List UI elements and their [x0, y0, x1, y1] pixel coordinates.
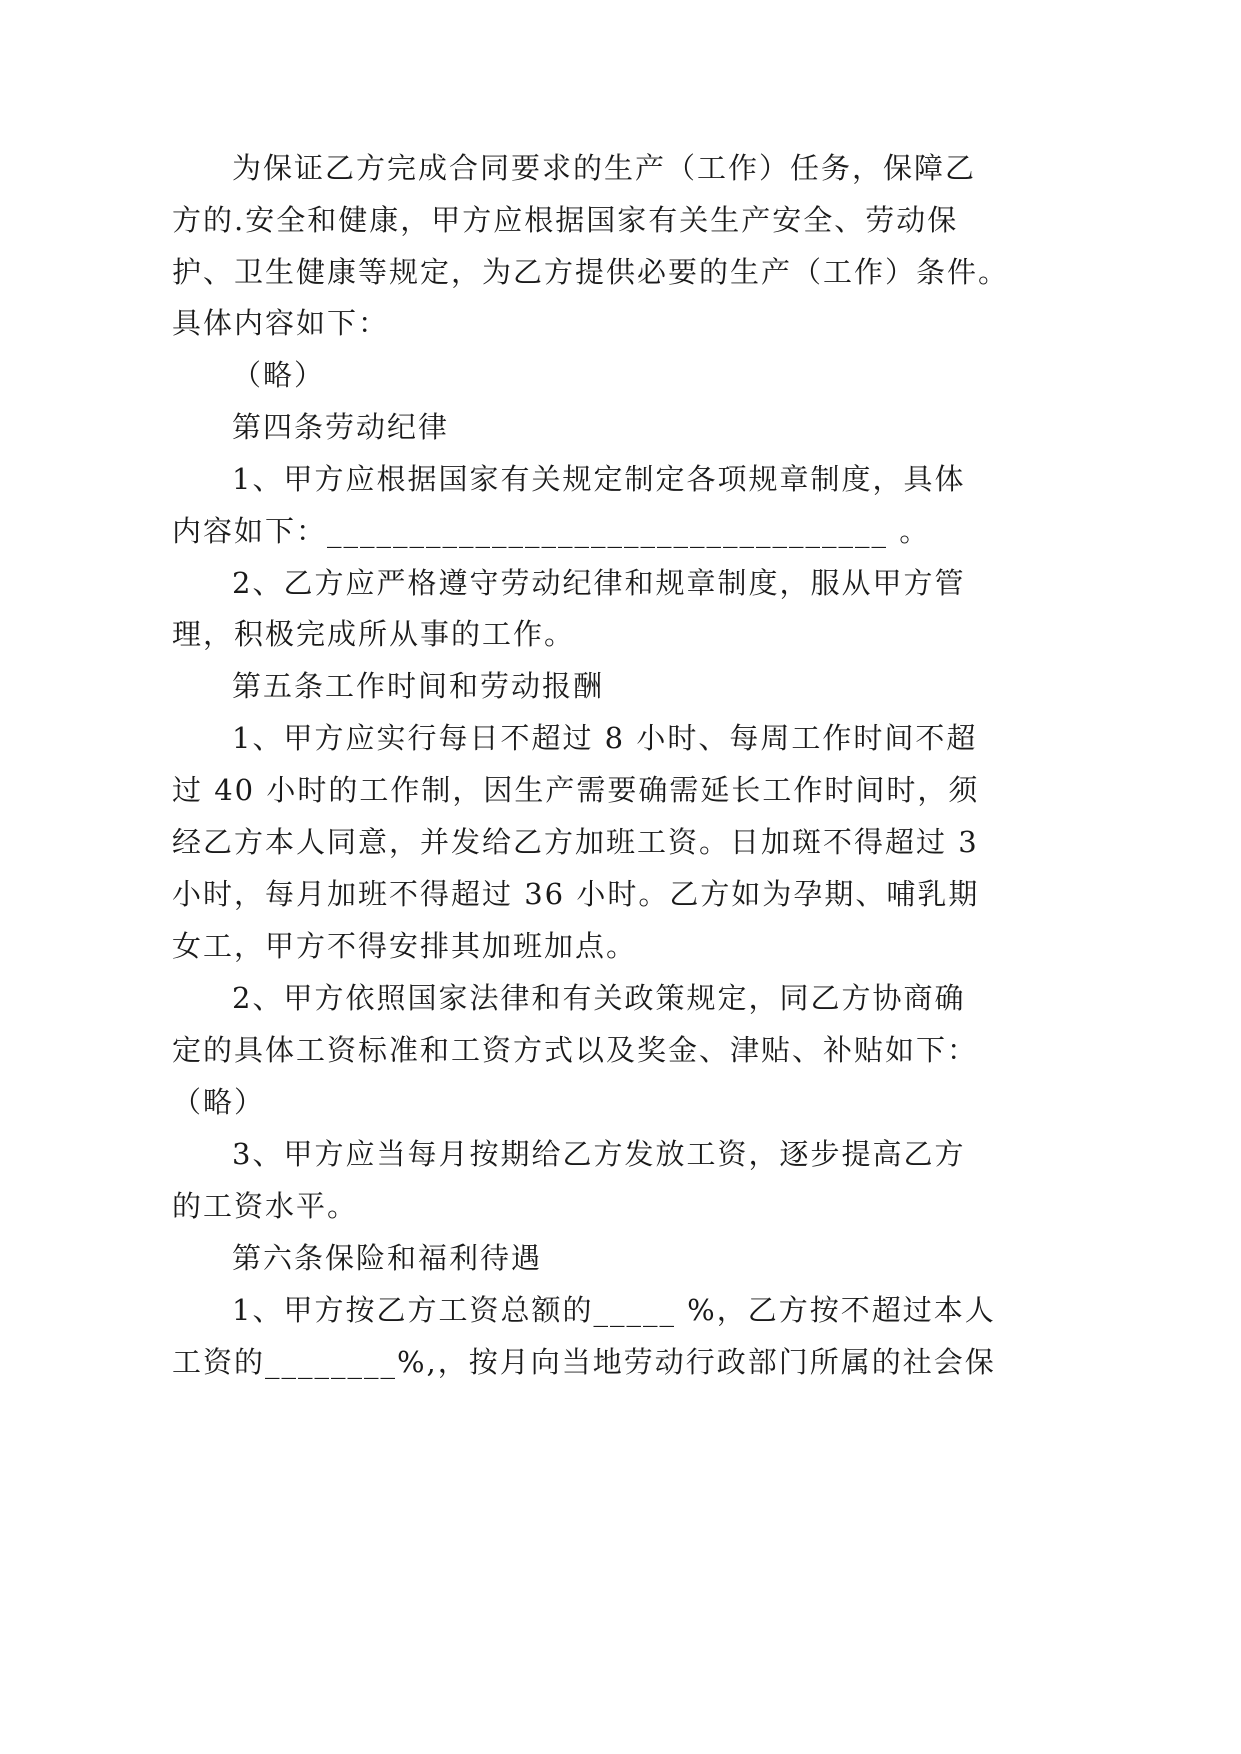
paragraph-line: 小时，每月加班不得超过 36 小时。乙方如为孕期、哺乳期	[172, 877, 980, 911]
paragraph-line: 工资的________%,，按月向当地劳动行政部门所属的社会保	[172, 1345, 996, 1379]
paragraph-line: 具体内容如下：	[172, 306, 390, 340]
paragraph-line: 3、甲方应当每月按期给乙方发放工资，逐步提高乙方	[232, 1137, 966, 1171]
paragraph-line: 方的.安全和健康，甲方应根据国家有关生产安全、劳动保	[172, 203, 959, 237]
section-heading: 第六条保险和福利待遇	[232, 1241, 543, 1275]
paragraph-line: 的工资水平。	[172, 1189, 359, 1223]
paragraph-line: 1、甲方按乙方工资总额的_____ %，乙方按不超过本人	[232, 1293, 996, 1327]
paragraph-line: 为保证乙方完成合同要求的生产（工作）任务，保障乙	[232, 151, 977, 185]
paragraph-line: 1、甲方应实行每日不超过 8 小时、每周工作时间不超	[232, 721, 978, 755]
paragraph-line: 经乙方本人同意，并发给乙方加班工资。日加斑不得超过 3	[172, 825, 979, 859]
paragraph-line: 2、乙方应严格遵守劳动纪律和规章制度，服从甲方管	[232, 566, 966, 600]
paragraph-line: 过 40 小时的工作制，因生产需要确需延长工作时间时，须	[172, 773, 980, 807]
section-heading: 第四条劳动纪律	[232, 410, 450, 444]
paragraph-line: 护、卫生健康等规定，为乙方提供必要的生产（工作）条件。	[172, 255, 1010, 289]
section-heading: 第五条工作时间和劳动报酬	[232, 669, 605, 703]
paragraph-line: 2、甲方依照国家法律和有关政策规定，同乙方协商确	[232, 981, 966, 1015]
paragraph-line: 理，积极完成所从事的工作。	[172, 617, 576, 651]
paragraph-line: 定的具体工资标准和工资方式以及奖金、津贴、补贴如下：	[172, 1033, 979, 1067]
paragraph-line: 女工，甲方不得安排其加班加点。	[172, 929, 638, 963]
placeholder-omitted: （略）	[232, 358, 326, 392]
paragraph-line: 1、甲方应根据国家有关规定制定各项规章制度，具体	[232, 462, 966, 496]
placeholder-omitted: （略）	[172, 1085, 266, 1119]
paragraph-line: 内容如下：__________________________________ 。	[172, 514, 931, 548]
